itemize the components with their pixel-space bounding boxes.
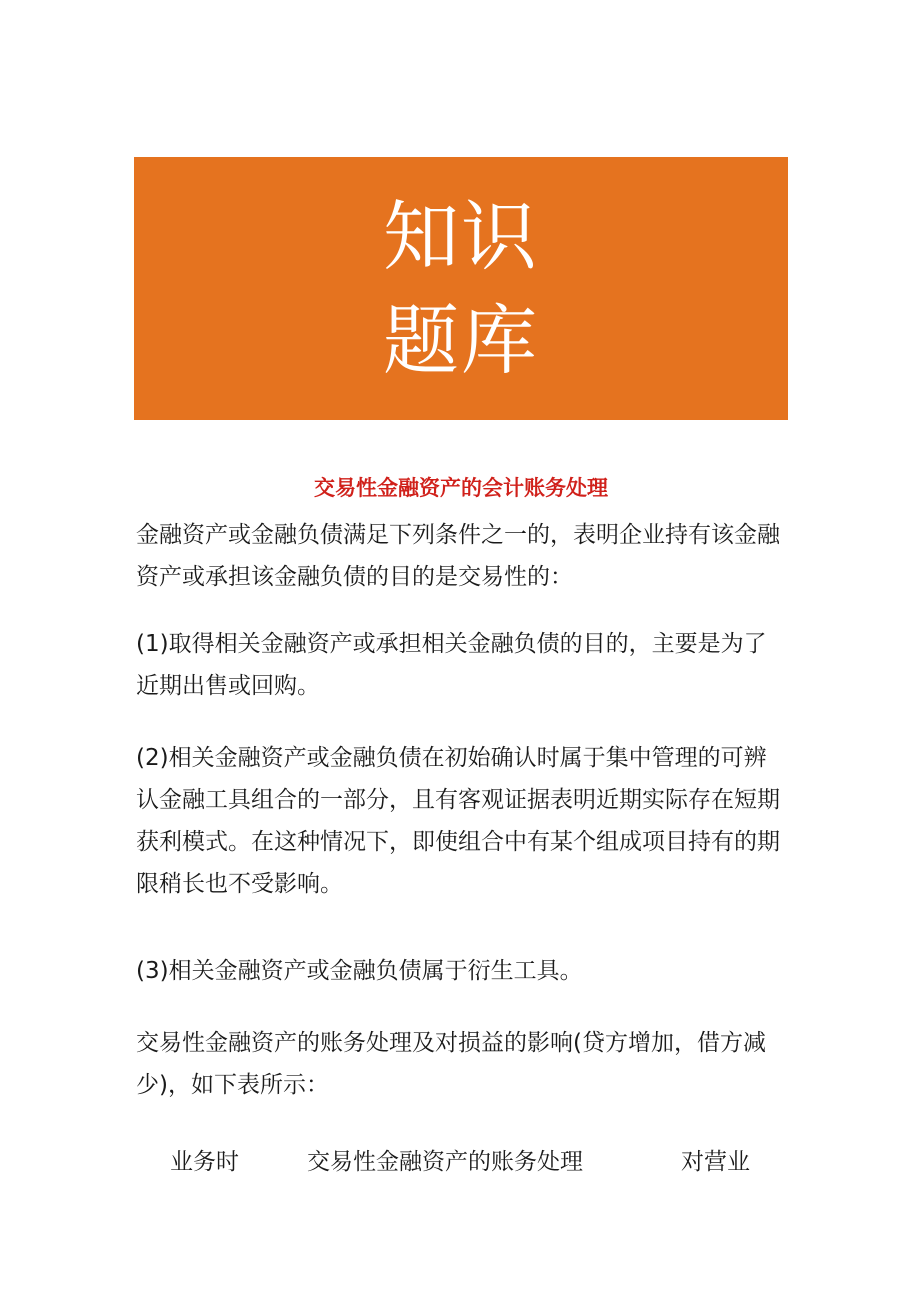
paragraph-condition-3: (3)相关金融资产或金融负债属于衍生工具。 (136, 958, 583, 984)
table-header-row (0, 1140, 920, 1184)
paragraph-table-intro: 交易性金融资产的账务处理及对损益的影响(贷方增加，借方减少)，如下表所示： (136, 1030, 766, 1098)
title-banner (134, 157, 788, 420)
paragraph-condition-2: (2)相关金融资产或金融负债在初始确认时属于集中管理的可辨认金融工具组合的一部分，且有客观证据表明近期实际存在短期获利模式。在这种情况下，即使组合中有某个组成项目持有的期限稍长也不受影响。 (136, 745, 780, 897)
banner-line-knowledge: 知识 (383, 191, 539, 281)
document-title: 交易性金融资产的会计账务处理 (314, 476, 608, 500)
banner-line-question-bank: 题库 (383, 295, 539, 385)
table-header-impact: 对营业 (681, 1149, 750, 1175)
paragraph-condition-1: (1)取得相关金融资产或承担相关金融负债的目的，主要是为了近期出售或回购。 (136, 631, 767, 699)
table-header-accounting: 交易性金融资产的账务处理 (307, 1149, 583, 1175)
table-header-business: 业务时 (170, 1149, 239, 1175)
paragraph-intro: 金融资产或金融负债满足下列条件之一的，表明企业持有该金融资产或承担该金融负债的目的是交易性的： (136, 522, 780, 590)
